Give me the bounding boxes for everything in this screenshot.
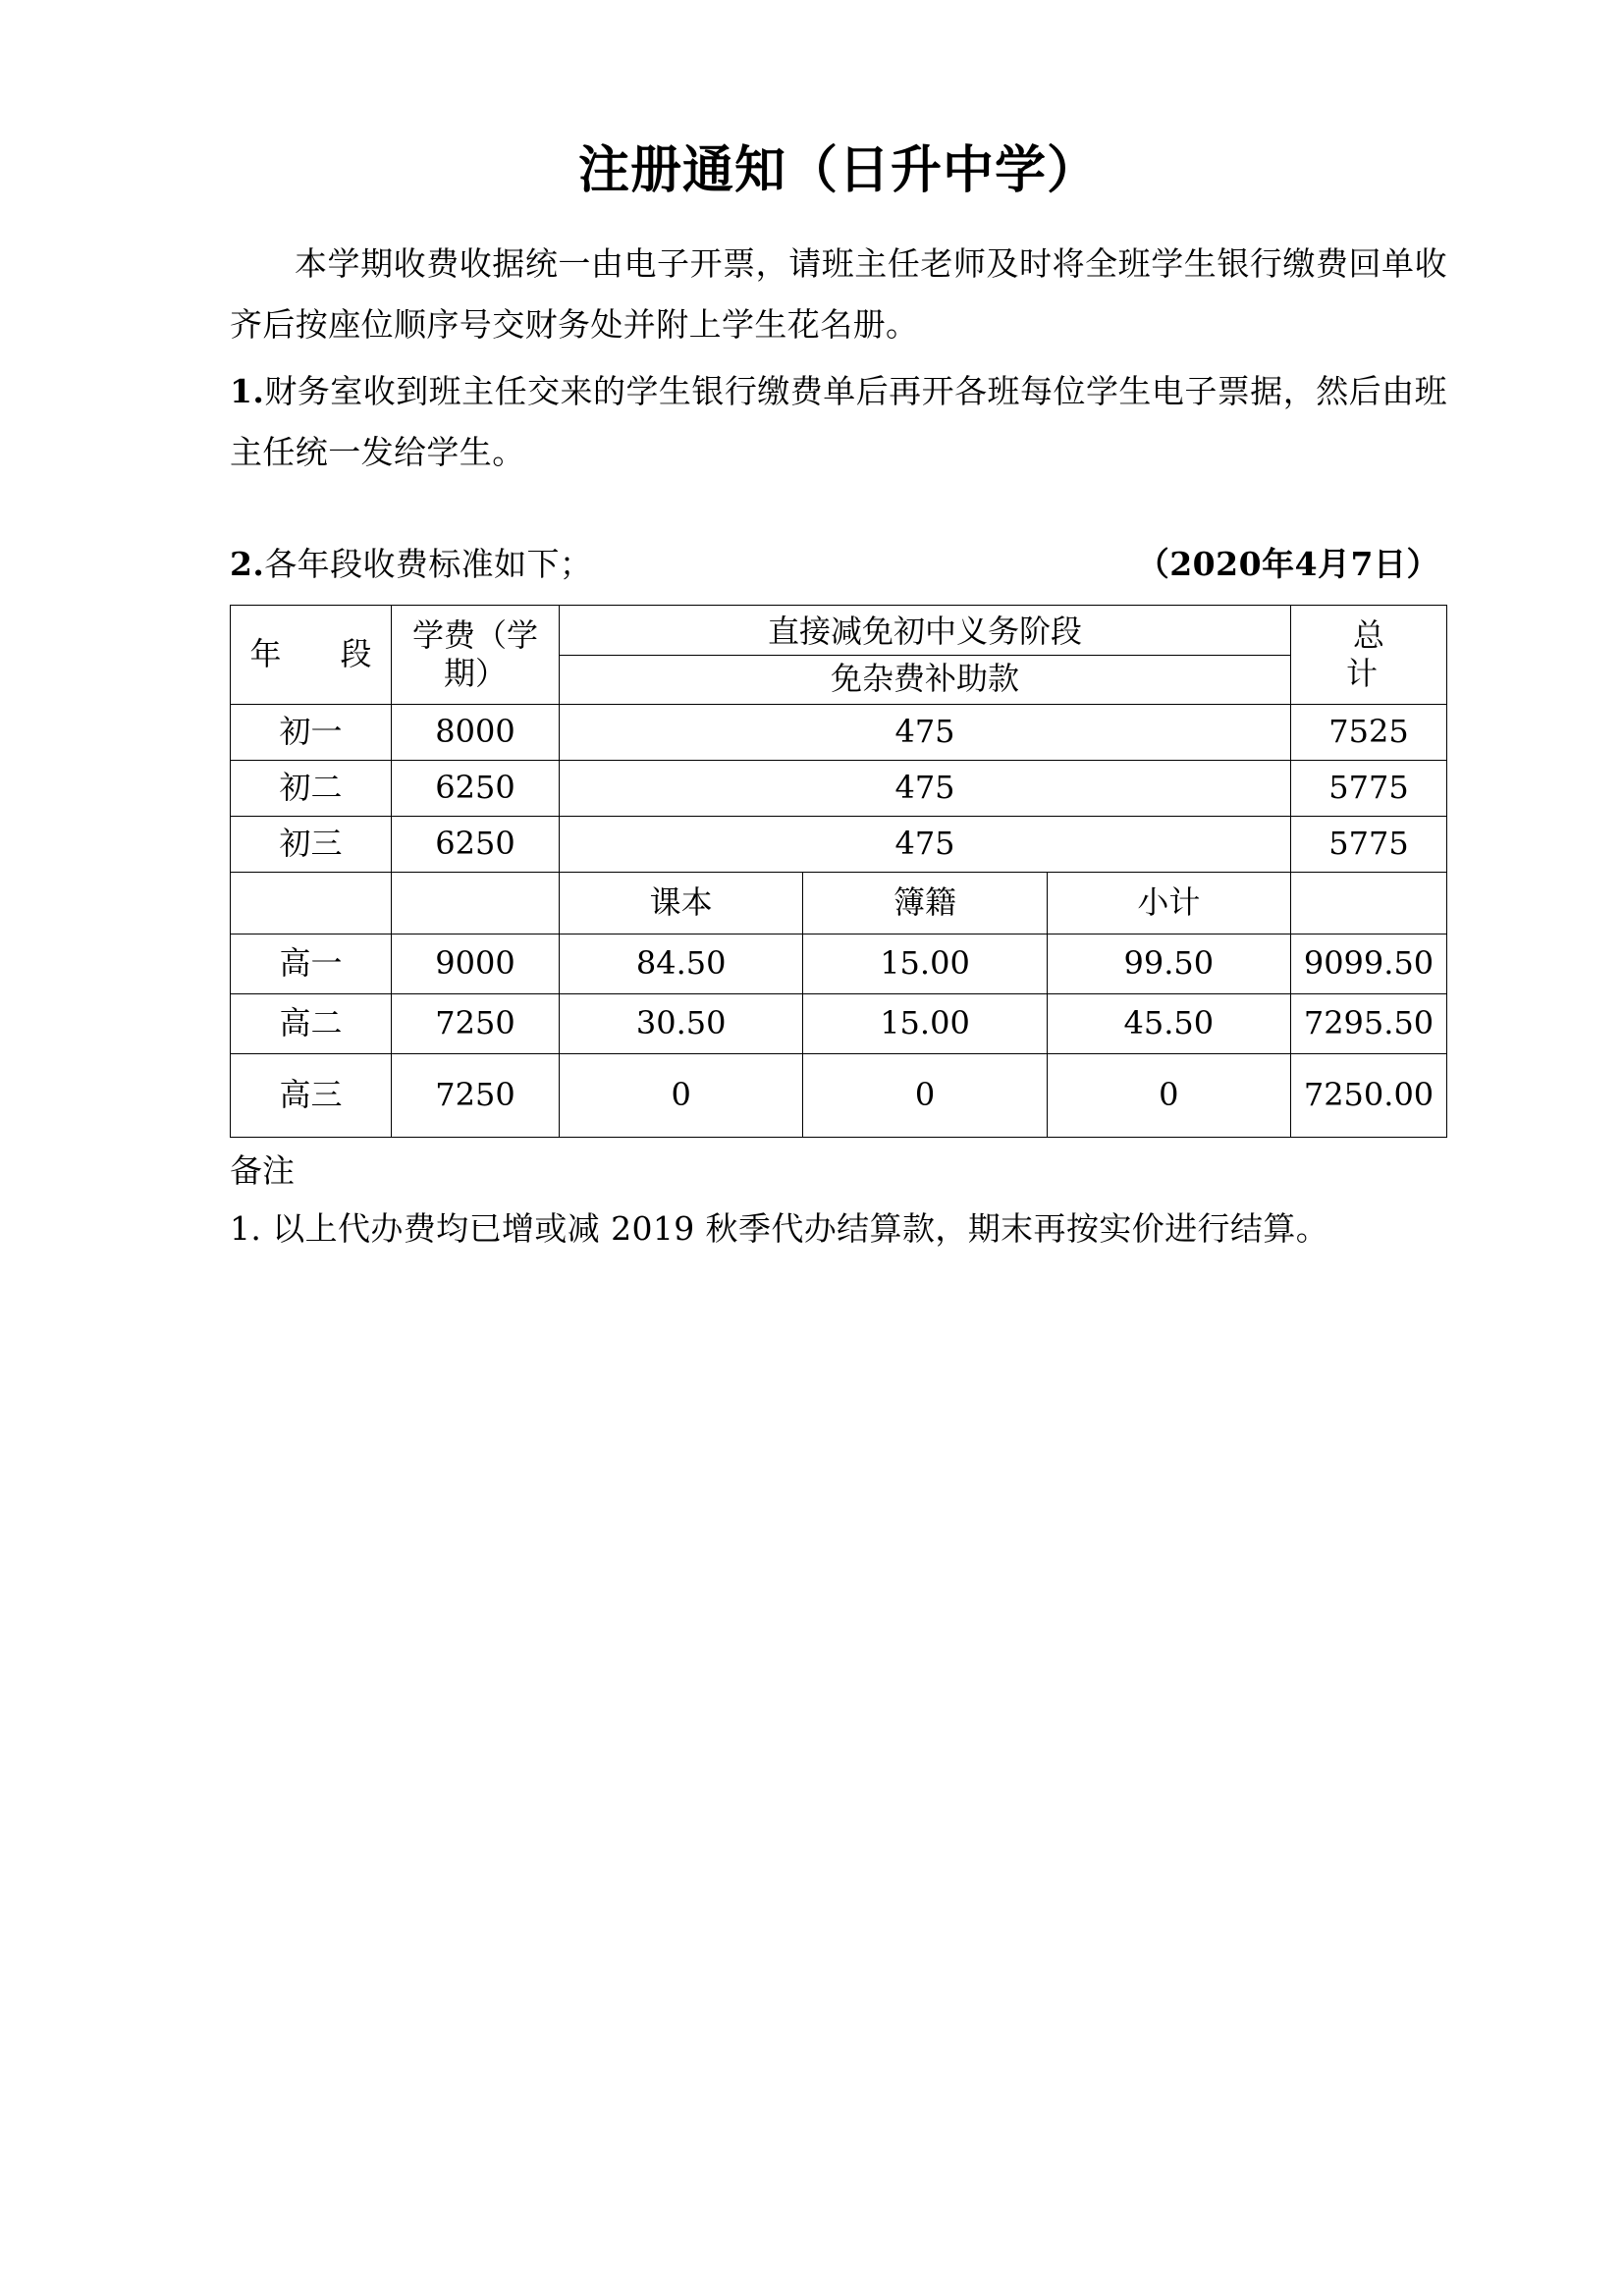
- table-subheader-row: [231, 873, 1447, 934]
- header-exemption-bottom: 免杂费补助款: [830, 659, 1019, 697]
- cell-textbook: 0: [560, 1054, 803, 1138]
- header-exemption-top: 直接减免初中义务阶段: [560, 609, 1290, 656]
- list-item-1-text: 财务室收到班主任交来的学生银行缴费单后再开各班每位学生电子票据，然后由班主任统一发给学生。: [230, 372, 1447, 471]
- cell-exemption: 475: [560, 817, 1291, 873]
- table-header-row: [231, 606, 1447, 705]
- cell-total: 5775: [1291, 817, 1447, 873]
- list-item-2-text: 各年段收费标准如下；: [264, 545, 593, 583]
- cell-exemption: 475: [560, 705, 1291, 761]
- list-item-2: [230, 540, 1447, 589]
- page-title: 注册通知（日升中学）: [577, 141, 1099, 200]
- cell-tuition: 7250: [392, 994, 560, 1054]
- notice-date: （2020年4月7日）: [1136, 545, 1439, 583]
- list-item-1: [230, 361, 1447, 483]
- cell-notebook: 0: [803, 1054, 1047, 1138]
- cell-subtotal: 45.50: [1047, 994, 1290, 1054]
- subheader-notebook: 簿籍: [803, 873, 1047, 934]
- cell-tuition: 6250: [392, 817, 560, 873]
- header-year: 年 段: [231, 606, 392, 705]
- cell-tuition: 6250: [392, 761, 560, 817]
- cell-total: 7250.00: [1291, 1054, 1447, 1138]
- header-exemption: [560, 606, 1291, 705]
- cell-total: 7525: [1291, 705, 1447, 761]
- cell-subtotal: 99.50: [1047, 934, 1290, 994]
- notes-heading: 备注: [230, 1151, 295, 1190]
- list-item-1-marker: 1.: [230, 372, 265, 410]
- cell-tuition: 9000: [392, 934, 560, 994]
- table-row: [231, 817, 1447, 873]
- subheader-total-empty: [1291, 873, 1447, 934]
- subheader-subtotal: 小计: [1047, 873, 1290, 934]
- header-total: 总 计: [1291, 606, 1447, 705]
- subheader-textbook: 课本: [560, 873, 803, 934]
- table-row: [231, 1054, 1447, 1138]
- note-item-1-marker: 1.: [230, 1209, 262, 1248]
- cell-year: 高二: [231, 994, 392, 1054]
- cell-notebook: 15.00: [803, 934, 1047, 994]
- table-row: [231, 761, 1447, 817]
- cell-year: 高一: [231, 934, 392, 994]
- cell-year: 高三: [231, 1054, 392, 1138]
- subheader-tuition-empty: [392, 873, 560, 934]
- cell-total: 5775: [1291, 761, 1447, 817]
- cell-notebook: 15.00: [803, 994, 1047, 1054]
- cell-tuition: 8000: [392, 705, 560, 761]
- cell-exemption: 475: [560, 761, 1291, 817]
- list-item-2-label: [230, 540, 592, 589]
- cell-year: 初一: [231, 705, 392, 761]
- cell-tuition: 7250: [392, 1054, 560, 1138]
- cell-subtotal: 0: [1047, 1054, 1290, 1138]
- fee-standards-table: [230, 605, 1447, 1138]
- table-row: [231, 705, 1447, 761]
- header-tuition: 学费（学期）: [392, 606, 560, 705]
- subheader-year-empty: [231, 873, 392, 934]
- cell-year: 初二: [231, 761, 392, 817]
- table-row: [231, 934, 1447, 994]
- document-body: [230, 0, 1447, 1259]
- note-item-1-text: 以上代办费均已增或减 2019 秋季代办结算款，期末再按实价进行结算。: [272, 1209, 1329, 1248]
- cell-year: 初三: [231, 817, 392, 873]
- table-row: [231, 994, 1447, 1054]
- list-item-2-marker: 2.: [230, 545, 265, 583]
- cell-textbook: 84.50: [560, 934, 803, 994]
- note-item-1: [230, 1199, 1447, 1259]
- cell-textbook: 30.50: [560, 994, 803, 1054]
- intro-paragraph: 本学期收费收据统一由电子开票，请班主任老师及时将全班学生银行缴费回单收齐后按座位顺序号交财务处并附上学生花名册。: [230, 244, 1447, 344]
- cell-total: 7295.50: [1291, 994, 1447, 1054]
- cell-total: 9099.50: [1291, 934, 1447, 994]
